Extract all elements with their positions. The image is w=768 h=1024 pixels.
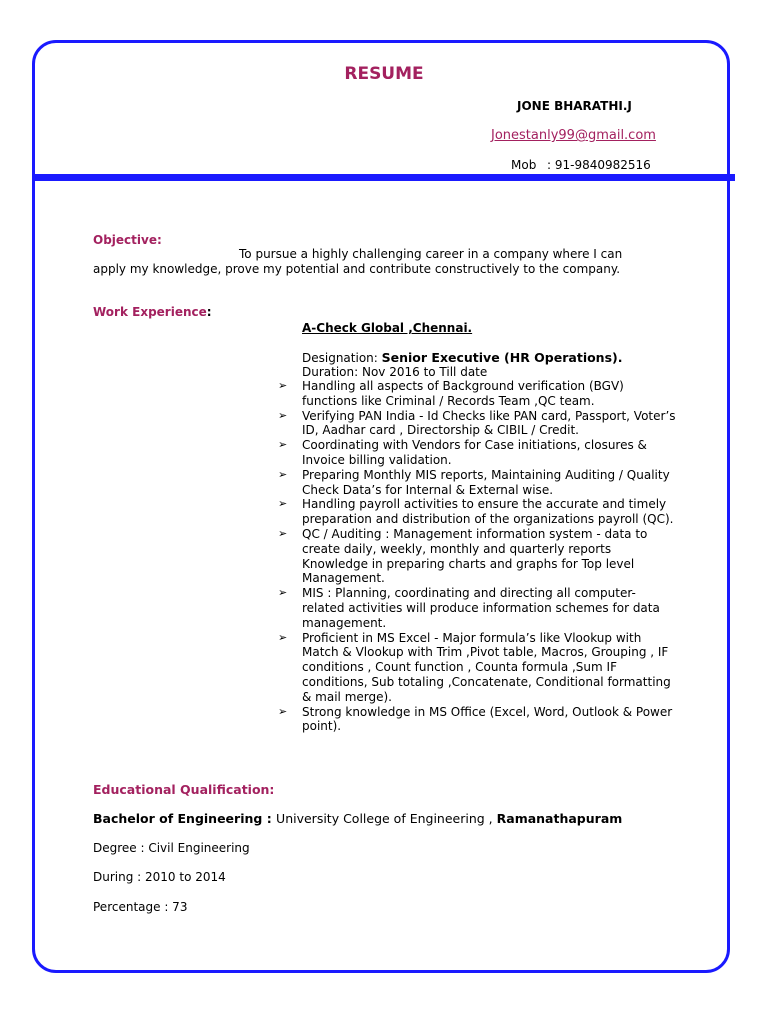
email-link[interactable]: Jonestanly99@gmail.com — [491, 128, 656, 143]
degree-field: Degree : Civil Engineering — [93, 841, 250, 855]
resume-title: RESUME — [344, 64, 424, 84]
duties-list — [276, 379, 676, 734]
list-item: ➢ Verifying PAN India - Id Checks like PAN card, Passport, Voter’s ID, Aadhar card , Directorship & CIBIL / Credit. — [278, 408, 676, 438]
list-item: ➢ MIS : Planning, coordinating and directing all computer-related activities will produce information schemes for data management. — [278, 586, 660, 630]
arrow-bullet-icon: ➢ — [278, 408, 288, 422]
percentage: Percentage : 73 — [93, 900, 188, 914]
designation: Designation: Senior Executive (HR Operations). — [302, 350, 623, 365]
education-heading: Educational Qualification: — [93, 782, 275, 797]
arrow-bullet-icon: ➢ — [278, 630, 288, 644]
list-item: ➢ QC / Auditing : Management information system - data to create daily, weekly, monthly and quarterly reports Knowledge in preparing charts and graphs for Top level Management. — [278, 526, 648, 586]
degree-college: Bachelor of Engineering : University College of Engineering , Ramanathapuram — [93, 811, 623, 826]
list-item: ➢ Strong knowledge in MS Office (Excel, Word, Outlook & Power point). — [278, 704, 673, 734]
mobile-number: Mob : 91-9840982516 — [511, 158, 651, 172]
objective-text-line1: To pursue a highly challenging career in a company where I can — [239, 247, 623, 261]
arrow-bullet-icon: ➢ — [278, 526, 288, 540]
candidate-name: JONE BHARATHI.J — [517, 99, 632, 113]
arrow-bullet-icon: ➢ — [278, 497, 288, 511]
objective-text-line2: apply my knowledge, prove my potential and contribute constructively to the company. — [93, 262, 621, 276]
objective-heading: Objective: — [93, 233, 162, 247]
arrow-bullet-icon: ➢ — [278, 467, 288, 481]
list-item: ➢ Handling payroll activities to ensure the accurate and timely preparation and distribution of the organizations payroll (QC). — [278, 497, 674, 527]
arrow-bullet-icon: ➢ — [278, 379, 288, 392]
work-experience-heading: Work Experience: — [93, 305, 212, 319]
list-item: ➢ Coordinating with Vendors for Case initiations, closures & Invoice billing validation. — [278, 438, 647, 467]
list-item: ➢ Proficient in MS Excel - Major formula’s like Vlookup with Match & Vlookup with Trim ,Pivot table, Macros, Grouping , IF conditions , Count function , Counta formula ,Sum IF conditions, Sub totaling ,Concatenate, Conditional formatting & mail merge). — [278, 630, 671, 704]
company-name: A-Check Global ,Chennai. — [302, 321, 473, 335]
study-period: During : 2010 to 2014 — [93, 870, 226, 884]
arrow-bullet-icon: ➢ — [278, 586, 288, 600]
duration: Duration: Nov 2016 to Till date — [302, 365, 488, 379]
arrow-bullet-icon: ➢ — [278, 438, 288, 452]
arrow-bullet-icon: ➢ — [278, 704, 288, 718]
list-item: ➢ Preparing Monthly MIS reports, Maintaining Auditing / Quality Check Data’s for Internal & External wise. — [278, 467, 670, 497]
list-item: ➢ Handling all aspects of Background verification (BGV) functions like Criminal / Records Team ,QC team. — [278, 379, 624, 408]
header-divider — [32, 174, 735, 181]
